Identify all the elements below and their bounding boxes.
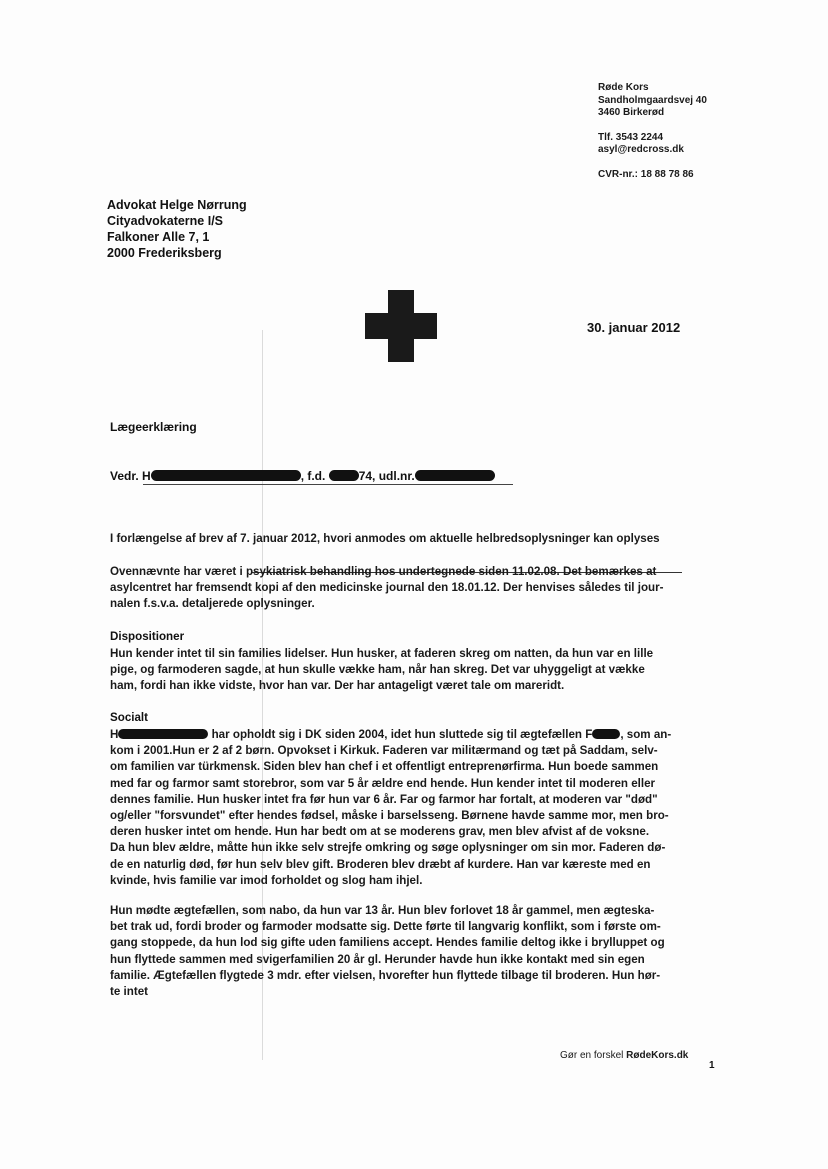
recipient-name: Advokat Helge Nørrung [107,198,247,212]
socialt-paragraph [110,727,690,889]
redaction-block [592,729,620,739]
page-number: 1 [709,1060,715,1071]
footer-text: Gør en forskel [560,1050,627,1061]
paragraph-line: Hun mødte ægtefællen, som nabo, da hun var 13 år. Hun blev forlovet 18 år gammel, men ægteska- [110,904,655,917]
sender-email: asyl@redcross.dk [598,144,684,155]
paragraph-line: gang stoppede, da hun lod sig gifte uden familiens accept. Hendes familie deltog ikke i brylluppet og [110,936,665,950]
treatment-paragraph [110,564,690,613]
red-cross-logo [365,290,437,362]
sender-org: Røde Kors [598,82,649,93]
footer-tagline [560,1050,688,1061]
paragraph-line: og/eller "forsvundet" efter hendes fødsel, måske i barselsseng. Børnene havde samme mor, men bro- [110,809,669,823]
paragraph-line: familie. Ægtefællen flygtede 3 mdr. efter vielsen, hvorefter hun flyttede tilbage til broderen. Hun hør- [110,968,661,982]
intro-line: I forlængelse af brev af 7. januar 2012, hvori anmodes om aktuelle helbredsoplysninger kan oplyses [110,532,660,545]
paragraph-line: te intet [110,985,149,999]
paragraph-line: kom i 2001.Hun er 2 af 2 børn. Opvokset i Kirkuk. Faderen var militærmand og tæt på Saddam, selv- [110,744,658,758]
sender-phone: Tlf. 3543 2244 [598,131,664,143]
paragraph-line: nalen f.s.v.a. detaljerede oplysninger. [110,597,315,611]
paragraph-line: Da hun blev ældre, måtte hun ikke selv strejfe omkring og søge oplysninger om sin mor. Faderen dø- [110,841,666,855]
recipient-firm: Cityadvokaterne I/S [107,214,224,228]
dispositioner-paragraph [110,646,690,695]
socialt-first-mid: har opholdt sig i DK siden 2004, idet hun sluttede sig til ægtefællen F [208,728,593,741]
paragraph-line: dennes familie. Hun husker intet fra før hun var 6 år. Far og farmor har fortalt, at moderen var "død" [110,792,658,806]
recipient-address-block [107,197,247,261]
section-heading-dispositioner: Dispositioner [110,630,185,643]
redaction-block [329,470,359,481]
sender-street: Sandholmgaardsvej 40 [598,94,707,106]
document-title: Lægeerklæring [110,420,197,434]
paragraph-line: bet trak ud, fordi broder og farmoder modsatte sig. Dette førte til langvarig konflikt, som i første om- [110,920,661,934]
sender-cvr: CVR-nr.: 18 88 78 86 [598,168,694,180]
socialt-first-prefix: H [110,728,119,741]
section-heading-socialt: Socialt [110,711,149,724]
recipient-street: Falkoner Alle 7, 1 [107,230,210,244]
intro-paragraph [110,531,690,547]
paragraph-line [110,727,690,743]
socialt-first-suffix: , som an- [620,728,672,741]
paragraph-line: pige, og farmoderen sagde, at hun skulle vække ham, når han skreg. Det var uhyggeligt at vække [110,663,645,677]
paragraph-line: Hun kender intet til sin families lidelser. Hun husker, at faderen skreg om natten, da hun var en lille [110,647,654,660]
sender-city: 3460 Birkerød [598,107,665,118]
marriage-paragraph [110,903,690,1000]
paragraph-line: med far og farmor samt storebror, som var 5 år ældre end hende. Hun kender intet til moderen eller [110,776,656,790]
footer-brand: RødeKors.dk [626,1050,689,1061]
redaction-block [151,470,301,481]
paragraph-line: de en naturlig død, før hun selv blev gift. Broderen blev dræbt af kurdere. Han var kæreste med en [110,857,651,871]
paragraph-line: Ovennævnte har været i psykiatrisk behandling hos undertegnede siden 11.02.08. Det bemærkes at [110,565,657,578]
sender-address-block [598,82,707,181]
redaction-block [118,729,208,739]
letter-date: 30. januar 2012 [587,320,681,335]
paragraph-line: ham, fordi han ikke vidste, hvor han var. Der har antageligt været tale om mareridt. [110,679,565,693]
regarding-fd: , f.d. [300,468,326,483]
regarding-line [110,468,495,484]
paragraph-line: asylcentret har fremsendt kopi af den medicinske journal den 18.01.12. Der henvises således til jour- [110,581,664,595]
paragraph-line: kvinde, hvis familie var imod forholdet og slog ham ihjel. [110,873,423,887]
regarding-underline [143,484,513,485]
paragraph-line: om familien var türkmensk. Siden blev han chef i et offentligt entreprenørfirma. Hun boede sammen [110,760,659,774]
redaction-block [415,470,495,481]
regarding-year: 74, udl.nr. [358,468,415,483]
paragraph-line: deren husker intet om hende. Hun har bedt om at se moderens grav, men blev afvist af de voksne. [110,825,650,839]
regarding-prefix: Vedr. H [110,468,151,483]
paragraph-line: hun flyttede sammen med svigerfamilien 20 år gl. Herunder havde hun ikke kontakt med sin egen [110,952,645,966]
recipient-city: 2000 Frederiksberg [107,246,222,260]
